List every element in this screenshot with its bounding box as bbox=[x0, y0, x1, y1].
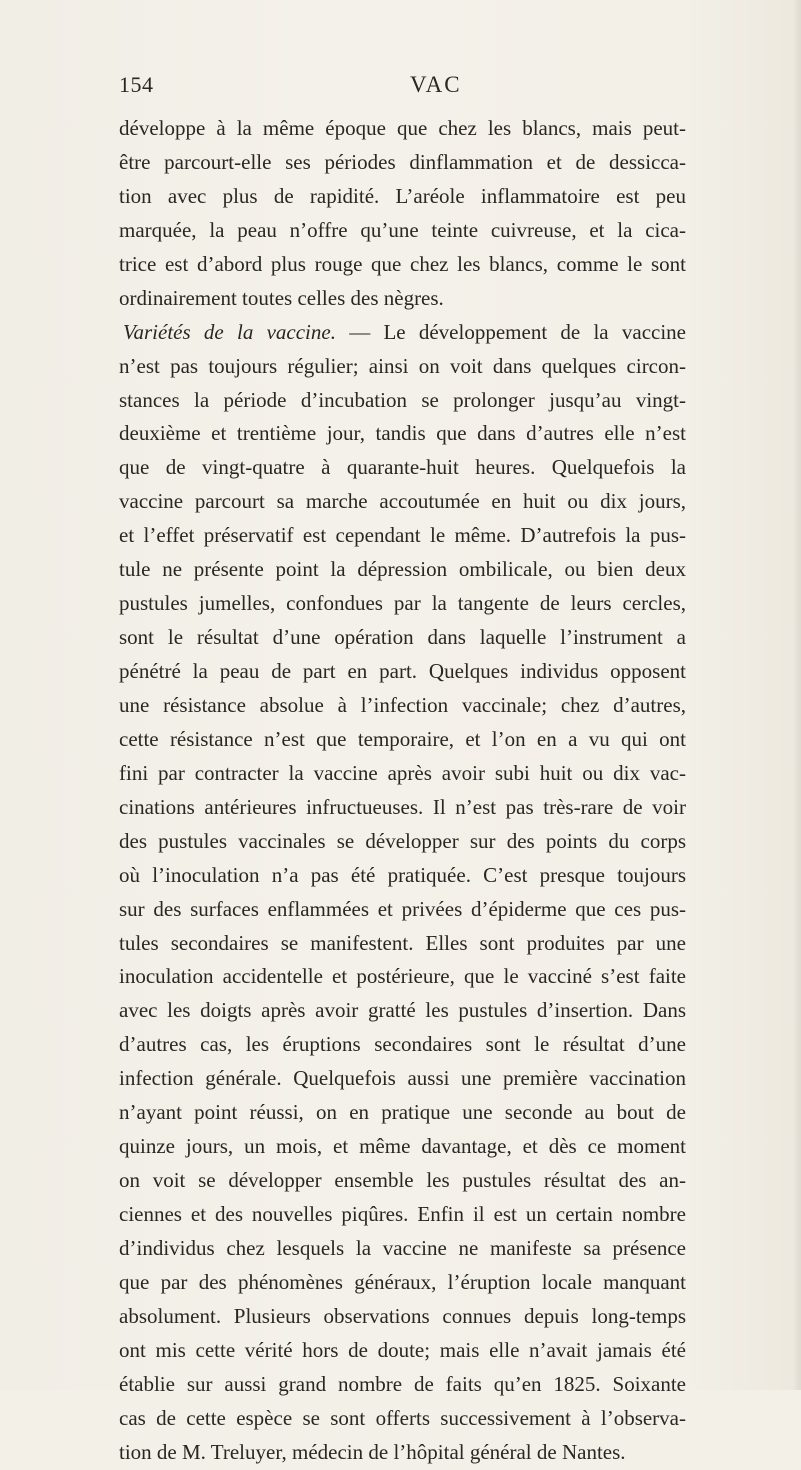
text-line: ont mis cette vérité hors de doute; mais elle n’avait jamais été bbox=[119, 1337, 686, 1362]
section-heading-line bbox=[119, 316, 686, 350]
text-line: établie sur aussi grand nombre de faits qu’en 1825. Soixante bbox=[119, 1371, 686, 1396]
text-line: pénétré la peau de part en part. Quelques individus opposent bbox=[119, 659, 686, 683]
text-line: développe à la même époque que chez les blancs, mais peut- bbox=[119, 116, 686, 140]
text-line: tule ne présente point la dépression ombilicale, ou bien deux bbox=[119, 557, 686, 582]
text-line: que de vingt-quatre à quarante-huit heures. Quelquefois la bbox=[119, 455, 686, 480]
text-line: cas de cette espèce se sont offerts successivement à l’observa- bbox=[119, 1405, 686, 1430]
page-number: 154 bbox=[119, 72, 154, 97]
body-text bbox=[119, 112, 686, 1470]
page-header bbox=[119, 72, 679, 106]
running-head: VAC bbox=[410, 72, 462, 97]
text-line: que par des phénomènes généraux, l’éruption locale manquant bbox=[119, 1269, 686, 1294]
section-heading-rest: — Le développement de la vaccine bbox=[335, 319, 686, 344]
text-line: trice est d’abord plus rouge que chez les blancs, comme le sont bbox=[119, 251, 686, 276]
text-line: cette résistance n’est que temporaire, et l’on en a vu qui ont bbox=[119, 726, 686, 751]
text-line: tion de M. Treluyer, médecin de l’hôpital général de Nantes. bbox=[119, 1439, 626, 1464]
text-line: sont le résultat d’une opération dans laquelle l’instrument a bbox=[119, 625, 686, 650]
text-line: inoculation accidentelle et postérieure, que le vacciné s’est faite bbox=[119, 964, 686, 989]
text-line: sur des surfaces enflammées et privées d’épiderme que ces pus- bbox=[119, 896, 686, 921]
text-line: tion avec plus de rapidité. L’aréole inflammatoire est peu bbox=[119, 183, 686, 208]
page-edge-shadow bbox=[793, 0, 801, 1390]
text-line: et l’effet préservatif est cependant le même. D’autrefois la pus- bbox=[119, 523, 686, 548]
text-line: d’autres cas, les éruptions secondaires sont le résultat d’une bbox=[119, 1032, 686, 1057]
text-line: pustules jumelles, confondues par la tangente de leurs cercles, bbox=[119, 591, 686, 616]
text-line: ciennes et des nouvelles piqûres. Enfin il est un certain nombre bbox=[119, 1202, 686, 1226]
text-line: quinze jours, un mois, et même davantage, et dès ce moment bbox=[119, 1134, 686, 1159]
text-line: fini par contracter la vaccine après avoir subi huit ou dix vac- bbox=[119, 760, 686, 785]
text-line: où l’inoculation n’a pas été pratiquée. C’est presque toujours bbox=[119, 862, 686, 887]
text-line: tules secondaires se manifestent. Elles sont produites par une bbox=[119, 930, 686, 955]
text-line: avec les doigts après avoir gratté les pustules d’insertion. Dans bbox=[119, 998, 686, 1023]
text-line: stances la période d’incubation se prolonger jusqu’au vingt- bbox=[119, 387, 686, 412]
text-line: n’ayant point réussi, on en pratique une seconde au bout de bbox=[119, 1100, 686, 1125]
text-line: ordinairement toutes celles des nègres. bbox=[119, 285, 444, 310]
text-line: une résistance absolue à l’infection vaccinale; chez d’autres, bbox=[119, 692, 686, 717]
text-line: absolument. Plusieurs observations connues depuis long-temps bbox=[119, 1303, 686, 1328]
text-line: deuxième et trentième jour, tandis que dans d’autres elle n’est bbox=[119, 421, 686, 446]
text-line: on voit se développer ensemble les pustules résultat des an- bbox=[119, 1168, 686, 1193]
text-line: cinations antérieures infructueuses. Il n’est pas très-rare de voir bbox=[119, 794, 686, 819]
text-line: vaccine parcourt sa marche accoutumée en huit ou dix jours, bbox=[119, 489, 686, 514]
text-line: des pustules vaccinales se développer sur des points du corps bbox=[119, 828, 686, 853]
section-heading: Variétés de la vaccine. bbox=[123, 319, 336, 344]
text-line: d’individus chez lesquels la vaccine ne manifeste sa présence bbox=[119, 1235, 686, 1260]
text-line: n’est pas toujours régulier; ainsi on voit dans quelques circon- bbox=[119, 353, 686, 378]
text-line: marquée, la peau n’offre qu’une teinte cuivreuse, et la cica- bbox=[119, 217, 686, 242]
text-line: être parcourt-elle ses périodes dinflammation et de dessicca- bbox=[119, 149, 686, 174]
text-line: infection générale. Quelquefois aussi une première vaccination bbox=[119, 1066, 686, 1091]
